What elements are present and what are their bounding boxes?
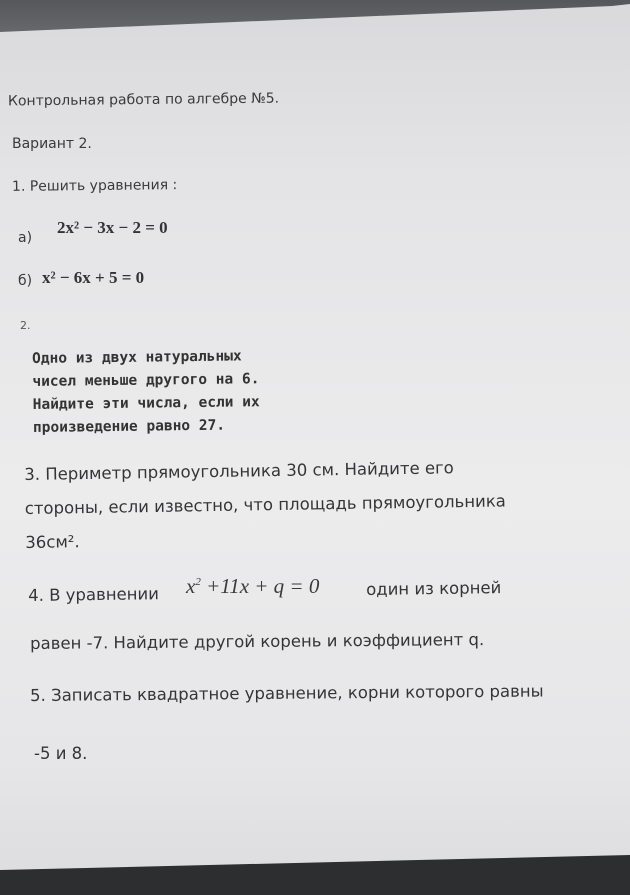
task4-line2: равен -7. Найдите другой корень и коэффициент q. <box>30 630 485 653</box>
task4-eq-rest: +11x + q = 0 <box>206 574 320 598</box>
task1-heading: 1. Решить уравнения : <box>11 177 178 195</box>
task1-a-label: а) <box>18 230 33 246</box>
task3-line2: стороны, если известно, что площадь прямоугольника <box>24 491 506 518</box>
task1-b-label: б) <box>18 273 33 289</box>
task4-suffix: один из корней <box>366 578 502 599</box>
task5-line2: -5 и 8. <box>34 744 88 763</box>
task2-text: Одно из двух натуральных чисел меньше другого на 6. Найдите эти числа, если их произведение равно 27. <box>32 348 260 436</box>
task2-number: 2. <box>20 319 31 332</box>
task3-line3: 36см². <box>25 532 80 552</box>
task3-line1: 3. Периметр прямоугольника 30 см. Найдите его <box>24 458 454 484</box>
task4-eq-exponent: 2 <box>195 576 201 588</box>
task4-equation <box>186 574 319 599</box>
document-title: Контрольная работа по алгебре №5. <box>7 90 280 110</box>
task4-eq-x: x <box>186 574 196 598</box>
task5-line1: 5. Записать квадратное уравнение, корни которого равны <box>30 681 544 705</box>
task3-text <box>24 450 507 560</box>
variant-label: Вариант 2. <box>12 136 92 152</box>
task1-a-equation: 2x² − 3x − 2 = 0 <box>57 218 168 237</box>
task1-b-equation: x² − 6x + 5 = 0 <box>42 268 145 287</box>
task4-prefix: 4. В уравнении <box>28 584 160 605</box>
